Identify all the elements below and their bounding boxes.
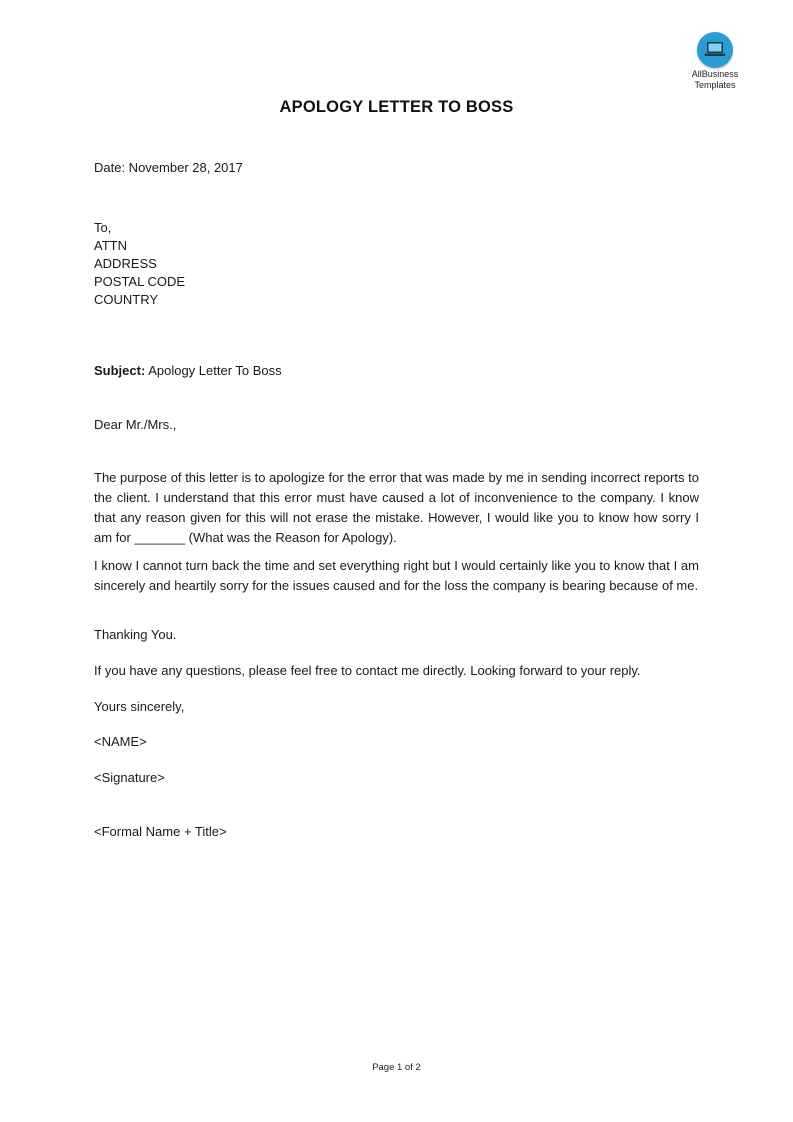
logo-text-line2: Templates xyxy=(694,80,736,90)
laptop-icon xyxy=(697,32,733,68)
recipient-attn: ATTN xyxy=(94,238,127,253)
page-number: Page 1 of 2 xyxy=(372,1062,421,1073)
subject-label: Subject: xyxy=(94,363,146,378)
sign-off: Yours sincerely, xyxy=(94,699,185,714)
logo-text-line1: AllBusiness xyxy=(691,69,739,79)
formal-name-title-placeholder: <Formal Name + Title> xyxy=(94,824,227,839)
document-title: APOLOGY LETTER TO BOSS xyxy=(279,98,514,116)
recipient-postal-code: POSTAL CODE xyxy=(94,274,186,289)
salutation: Dear Mr./Mrs., xyxy=(94,417,177,432)
signature-placeholder: <Signature> xyxy=(94,770,165,785)
subject-line xyxy=(94,362,282,380)
letter-date: Date: November 28, 2017 xyxy=(94,160,243,175)
recipient-address: ADDRESS xyxy=(94,256,157,271)
allbusiness-logo xyxy=(680,32,750,90)
body-paragraph-2: I know I cannot turn back the time and set everything right but I would certainly like you to know that I am sincerely and heartily sorry for the issues caused and for the loss the company is bearing because of me. xyxy=(94,558,699,593)
name-placeholder: <NAME> xyxy=(94,734,147,749)
contact-line: If you have any questions, please feel free to contact me directly. Looking forward to your reply. xyxy=(94,663,641,678)
subject-text: Apology Letter To Boss xyxy=(145,363,282,378)
recipient-to: To, xyxy=(94,220,112,235)
thanks-line: Thanking You. xyxy=(94,627,177,642)
recipient-country: COUNTRY xyxy=(94,292,159,307)
body-paragraph-1: The purpose of this letter is to apologize for the error that was made by me in sending incorrect reports to the client. I understand that this error must have caused a lot of inconvenience to the company. I know that any reason given for this will not erase the mistake. However, I would like you to know how sorry I am for _______ (What was the Reason for Apology). xyxy=(94,470,699,545)
